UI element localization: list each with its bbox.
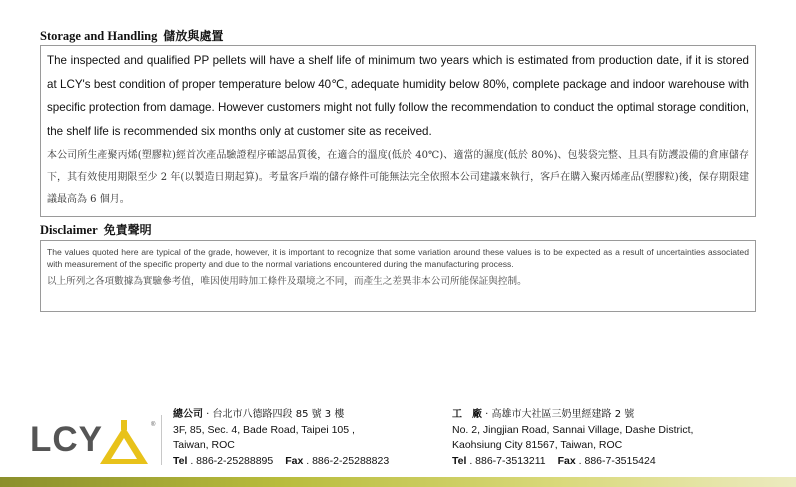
plant-fax-label: Fax xyxy=(557,454,576,467)
hq-fax: . 886-2-25288823 xyxy=(306,454,390,467)
storage-text-en: The inspected and qualified PP pellets will have a shelf life of minimum two years which is estimated from production date, if it is stored at LCY's best condition of proper temperature below 40℃, adequate humidity below 80%, complete package and indoor warehouse with specific protection from damage. However customers might not fully follow the recommendation to conduct the optimal storage condition, the shelf life is recommended six months only at customer site as received. xyxy=(47,54,749,138)
storage-section-title xyxy=(40,27,223,44)
plant-address-cn: 高雄市大社區三奶里經建路 2 號 xyxy=(491,409,635,420)
disclaimer-text-en: The values quoted here are typical of the grade, however, it is important to recognize that some variation around these values is to be expected as a result of uncertainties associated with measurement of the specific property and due to the normal variations encountered during the manufacturing process. xyxy=(47,247,749,269)
plant-address-en-2: Kaohsiung City 81567, Taiwan, ROC xyxy=(452,439,623,451)
hq-address-cn: 台北市八德路四段 85 號 3 樓 xyxy=(212,409,345,420)
disclaimer-title-cn: 免責聲明 xyxy=(103,223,152,237)
plant-label: 工 廠 xyxy=(452,409,482,420)
logo-registered-mark: ® xyxy=(151,422,156,428)
plant-address-en-1: No. 2, Jingjian Road, Sannai Village, Dashe District, xyxy=(452,423,694,436)
storage-title-en: Storage and Handling xyxy=(40,29,158,43)
storage-box xyxy=(40,45,756,217)
hq-tel-label: Tel xyxy=(173,454,188,467)
disclaimer-section-title xyxy=(40,221,152,238)
disclaimer-box xyxy=(40,240,756,312)
hq-fax-label: Fax xyxy=(285,454,304,467)
storage-title-cn: 儲放與處置 xyxy=(163,29,224,43)
plant-tel: . 886-7-3513211 xyxy=(469,454,546,467)
hq-address-en-1: 3F, 85, Sec. 4, Bade Road, Taipei 105 , xyxy=(173,423,355,436)
footer-divider xyxy=(161,415,162,465)
disclaimer-title-en: Disclaimer xyxy=(40,223,98,237)
disclaimer-text-cn: 以上所列之各項數據為實驗參考值，唯因使用時加工條件及環境之不同，而產生之差異非本公司所能保証與控制。 xyxy=(47,276,527,287)
hq-label: 總公司 xyxy=(173,409,203,420)
hq-address-block: 總公司 · 台北市八德路四段 85 號 3 樓 3F, 85, Sec. 4, Bade Road, Taipei 105 , Taiwan, ROC Tel . 886-2-25288895 Fax . 886-2-25288823 xyxy=(173,409,390,467)
hq-address-en-2: Taiwan, ROC xyxy=(173,439,235,451)
hq-tel: . 886-2-25288895 xyxy=(190,454,274,467)
plant-fax: . 886-7-3515424 xyxy=(578,454,656,467)
plant-address-block: 工 廠 · 高雄市大社區三奶里經建路 2 號 No. 2, Jingjian Road, Sannai Village, Dashe District, Kaohsiung City 81567, Taiwan, ROC Tel . 886-7-3513211 Fax . 886-7-3515424 xyxy=(452,409,694,467)
footer-color-bar xyxy=(0,477,796,487)
logo-text: LCY xyxy=(30,420,103,459)
plant-tel-label: Tel xyxy=(452,454,467,467)
storage-text-cn: 本公司所生產聚丙烯(塑膠粒)經首次產品驗證程序確認品質後，在適合的溫度(低於 40℃)、適當的濕度(低於 80%)、包裝袋完整、且具有防護設備的倉庫儲存下，其有效使用期限至少 2 年(以製造日期起算)。考量客戶端的儲存條件可能無法完全依照本公司建議來執行，客戶在購入聚丙烯產品(塑膠粒)後，保存期限建議最高為 6 個月。 xyxy=(47,150,749,206)
